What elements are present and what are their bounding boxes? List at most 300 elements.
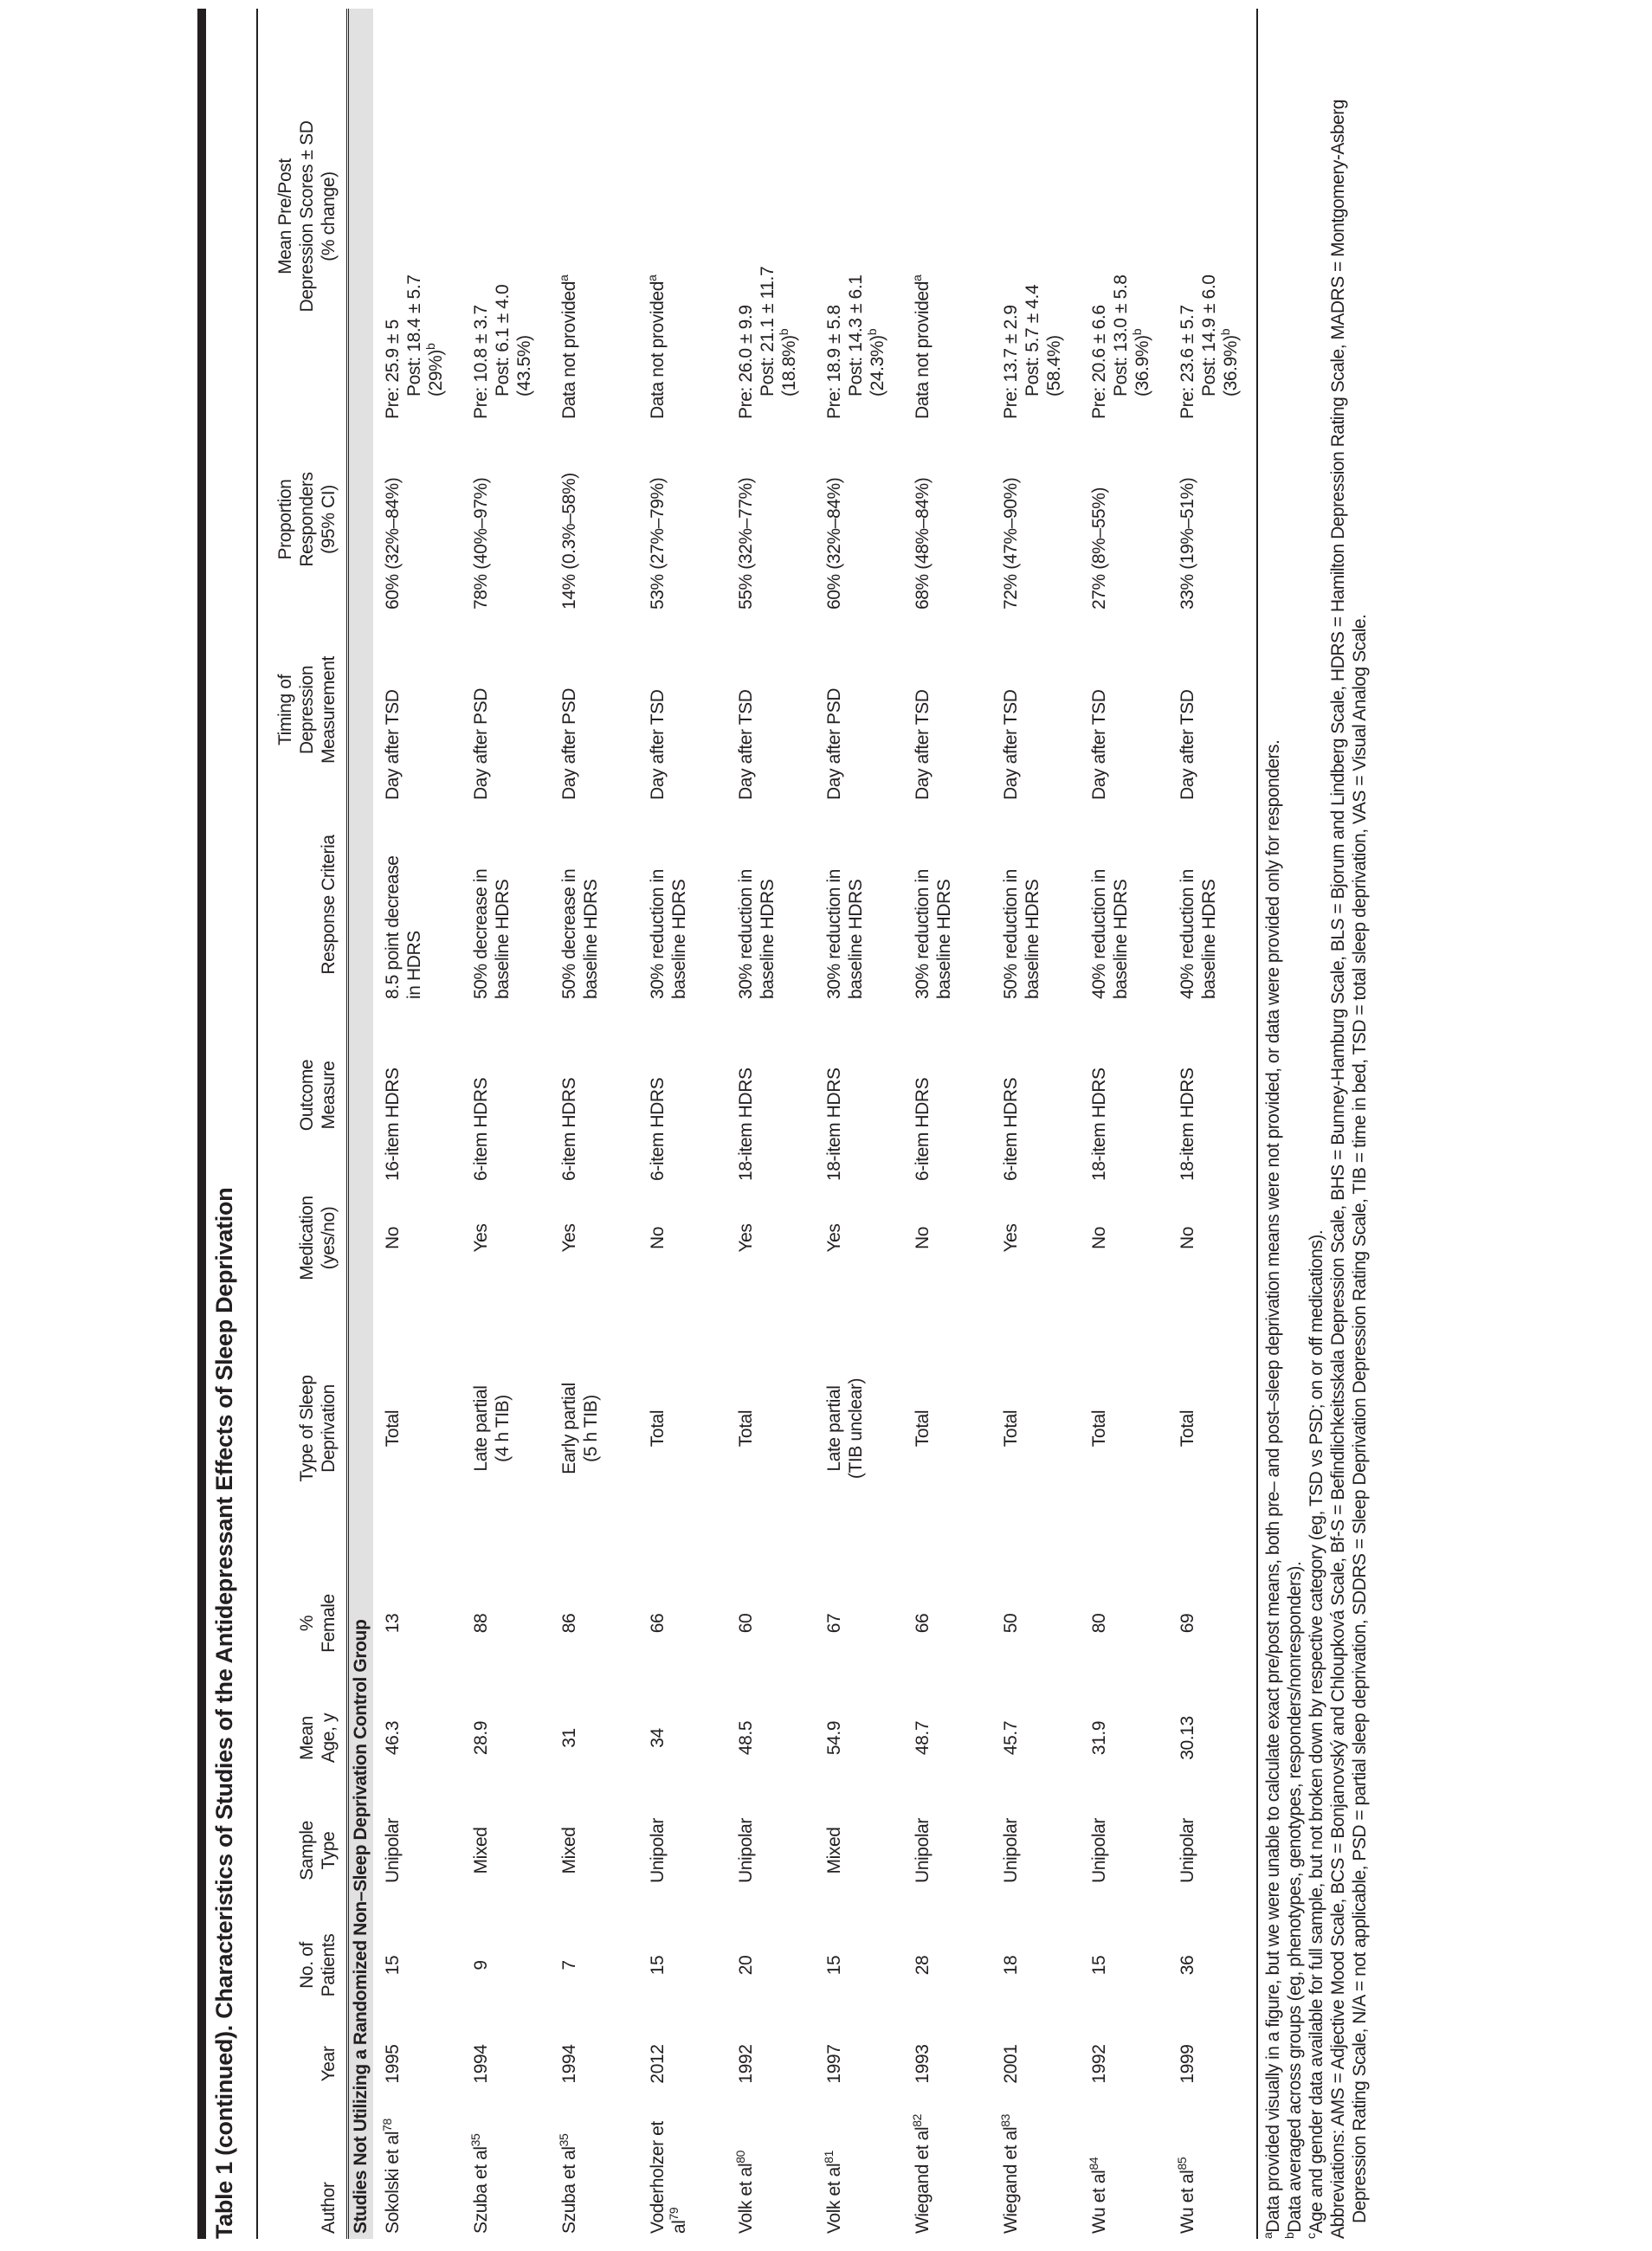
cell-proportion: 72% (47%–90%) (1001, 477, 1021, 610)
header-line: Depression (297, 665, 317, 755)
cell-age: 34 (648, 1728, 668, 1748)
author-name: Szuba et al (471, 2146, 491, 2234)
criteria-line: 40% reduction in (1178, 868, 1197, 999)
header-line: Sample (297, 1821, 317, 1880)
cell-proportion: 27% (8%–55%) (1089, 487, 1109, 610)
cell-timing: Day after TSD (1089, 689, 1109, 800)
author-name: Szuba et al (559, 2146, 579, 2234)
cell-sample: Unipolar (648, 1818, 668, 1884)
author-name: Volk et al (736, 2163, 756, 2234)
cell-timing: Day after TSD (1001, 689, 1021, 800)
author-name: Volk et al (824, 2163, 844, 2234)
cell-female: 66 (913, 1613, 932, 1634)
type-line: Early partial (559, 1383, 579, 1474)
cell-criteria (991, 805, 1080, 1004)
score-text: Data not provided (913, 281, 932, 419)
header-response-criteria (257, 805, 348, 1004)
cell-scores (1080, 9, 1168, 424)
cell-outcome: 6-item HDRS (471, 1077, 491, 1181)
cell-outcome: 6-item HDRS (559, 1077, 579, 1181)
type-line: (5 h TIB) (581, 1395, 601, 1462)
type-line: Late partial (471, 1385, 491, 1472)
cell-criteria (373, 805, 461, 1004)
header-mean-scores (257, 9, 348, 424)
cell-scores (373, 9, 461, 424)
criteria-line: baseline HDRS (1199, 879, 1219, 999)
score-text: Post: 21.1 ± 11.7 (758, 266, 778, 397)
score-text: (29%) (426, 349, 446, 397)
cell-type (726, 1290, 815, 1567)
reference-number: 35 (557, 2133, 571, 2147)
author-name: Wu et al (1089, 2170, 1109, 2234)
cell-n: 20 (736, 1955, 756, 1976)
score-line (1043, 14, 1065, 419)
score-line (425, 14, 447, 419)
score-text: (36.9%) (1221, 335, 1241, 397)
cell-author (1080, 2102, 1168, 2239)
cell-criteria (461, 805, 550, 1004)
score-text: Post: 14.9 ± 6.0 (1199, 274, 1219, 397)
footnote-mark: b (1282, 2232, 1296, 2239)
reference-number: 80 (733, 2150, 747, 2164)
header-line: Measure (319, 1061, 339, 1130)
cell-criteria (638, 805, 726, 1004)
criteria-line: 50% reduction in (1001, 868, 1021, 999)
cell-proportion: 68% (48%–84%) (913, 477, 932, 610)
header-line: Type (319, 1831, 339, 1870)
cell-type (903, 1290, 991, 1567)
studies-table (256, 9, 1258, 2239)
cell-sample: Mixed (471, 1827, 491, 1874)
footnote-c (1306, 9, 1327, 2239)
cell-medication: Yes (736, 1223, 756, 1253)
cell-female: 86 (559, 1613, 579, 1634)
cell-scores (903, 9, 991, 424)
score-line (492, 14, 513, 419)
cell-criteria (550, 805, 638, 1004)
reference-number: 83 (998, 2114, 1012, 2127)
score-line (1088, 14, 1110, 419)
score-line (647, 14, 668, 419)
score-text: Pre: 13.7 ± 2.9 (1001, 305, 1021, 419)
cell-age: 46.3 (383, 1720, 403, 1756)
reference-number: 84 (1087, 2157, 1100, 2170)
criteria-line: baseline HDRS (934, 879, 954, 999)
footnote-mark: b (777, 328, 791, 336)
cell-age: 48.5 (736, 1720, 756, 1756)
cell-author (461, 2102, 550, 2239)
cell-type (991, 1290, 1080, 1567)
score-text: Post: 14.3 ± 6.1 (846, 274, 866, 397)
score-line (1132, 14, 1153, 419)
table-row (373, 9, 461, 2239)
cell-timing: Day after PSD (559, 687, 579, 800)
header-line: Responders (297, 472, 317, 567)
score-line (470, 14, 492, 419)
cell-age: 48.7 (913, 1720, 932, 1756)
cell-proportion: 53% (27%–79%) (648, 477, 668, 610)
criteria-line: 50% decrease in (471, 868, 491, 999)
group-label: Studies Not Utilizing a Randomized Non–Sleep Deprivation Control Group (348, 9, 374, 2239)
score-text: (58.4%) (1044, 335, 1064, 397)
score-line (912, 14, 933, 419)
cell-proportion: 55% (32%–77%) (736, 477, 756, 610)
footnote-text: Data provided visually in a figure, but we were unable to calculate exact pre/post means, both pre– and post–sleep deprivation means were not provided, or data were provided only for responders. (1263, 739, 1283, 2233)
cell-medication: No (1178, 1226, 1197, 1250)
score-text: Post: 13.0 ± 5.8 (1111, 274, 1131, 397)
cell-author (903, 2102, 991, 2239)
header-line: Year (319, 2046, 339, 2082)
type-line: Total (383, 1409, 403, 1448)
cell-year: 1995 (383, 2044, 403, 2084)
cell-n: 15 (1089, 1955, 1109, 1976)
cell-outcome: 16-item HDRS (383, 1067, 403, 1181)
score-line (403, 14, 425, 419)
cell-year: 1999 (1178, 2044, 1197, 2084)
cell-sample: Unipolar (383, 1818, 403, 1884)
criteria-line: 30% reduction in (824, 868, 844, 999)
table-row (903, 9, 991, 2239)
header-outcome-measure (257, 1004, 348, 1186)
header-line: (% change) (319, 171, 339, 261)
criteria-line: baseline HDRS (669, 879, 689, 999)
score-line (558, 14, 580, 419)
cell-outcome: 18-item HDRS (824, 1067, 844, 1181)
type-line: (TIB unclear) (846, 1377, 866, 1480)
cell-sample: Mixed (824, 1827, 844, 1874)
cell-timing: Day after TSD (1178, 689, 1197, 800)
type-line: Total (648, 1409, 668, 1448)
cell-outcome: 6-item HDRS (1001, 1077, 1021, 1181)
header-author (257, 2102, 348, 2239)
table-row (638, 9, 726, 2239)
header-sample-type (257, 1796, 348, 1905)
cell-outcome: 18-item HDRS (1089, 1067, 1109, 1181)
criteria-line: baseline HDRS (581, 879, 601, 999)
cell-n: 18 (1001, 1955, 1021, 1976)
header-line: Patients (319, 1933, 339, 1997)
header-sleep-deprivation-type (257, 1290, 348, 1567)
cell-proportion: 33% (19%–51%) (1178, 477, 1197, 610)
cell-female: 66 (648, 1613, 668, 1634)
cell-proportion: 60% (32%–84%) (383, 477, 403, 610)
criteria-line: baseline HDRS (1111, 879, 1131, 999)
cell-scores (461, 9, 550, 424)
cell-type (373, 1290, 461, 1567)
criteria-line: baseline HDRS (493, 879, 513, 999)
cell-type (1168, 1290, 1257, 1567)
score-line (1110, 14, 1132, 419)
cell-sample: Unipolar (1089, 1818, 1109, 1884)
author-name: Wu et al (1178, 2170, 1197, 2234)
cell-sample: Unipolar (913, 1818, 932, 1884)
cell-year: 1992 (1089, 2044, 1109, 2084)
cell-n: 36 (1178, 1955, 1197, 1976)
cell-year: 2001 (1001, 2044, 1021, 2084)
group-row (348, 9, 374, 2239)
cell-proportion: 60% (32%–84%) (824, 477, 844, 610)
cell-n: 9 (471, 1960, 491, 1970)
score-line (778, 14, 800, 419)
cell-n: 28 (913, 1955, 932, 1976)
score-text: Post: 5.7 ± 4.4 (1023, 284, 1042, 397)
table-title: Table 1 (continued). Characteristics of Studies of the Antidepressant Effects of Sleep Deprivation (211, 1187, 237, 2239)
criteria-line: 8.5 point decrease (383, 855, 403, 999)
score-text: Pre: 23.6 ± 5.7 (1178, 305, 1197, 419)
cell-age: 45.7 (1001, 1720, 1021, 1756)
header-line: Age, y (319, 1712, 339, 1764)
cell-timing: Day after TSD (648, 689, 668, 800)
criteria-line: baseline HDRS (1023, 879, 1042, 999)
cell-type (550, 1290, 638, 1567)
cell-scores (991, 9, 1080, 424)
table-row (726, 9, 815, 2239)
footnote-text: Data averaged across groups (eg, phenotypes, genotypes, responders/nonresponders). (1285, 1561, 1305, 2233)
footnote-mark: c (1304, 2233, 1318, 2239)
header-line: Deprivation (319, 1384, 339, 1473)
reference-number: 85 (1175, 2157, 1189, 2170)
abbreviations: Abbreviations: AMS = Adjective Mood Scale, BCS = Bonjanovský and Chloupková Scale, Bf-S = Befindlichkeitsskala Depression Scale, BHS = Bunney-Hamburg Scale, BLS = Bjorum and Lindberg Scale, HDRS = Hamilton Depression Rating Scale, MADRS = Montgomery-Asberg Depression Rating Scale, N/A = not applicable, PSD = partial sleep deprivation, SDDRS = Sleep Deprivation Depression Rating Scale, TIB = time in bed, TSD = total sleep deprivation, VAS = Visual Analog Scale. (1328, 100, 1370, 2239)
score-line (867, 14, 888, 419)
header-line: Timing of (275, 674, 295, 745)
cell-timing: Day after TSD (383, 689, 403, 800)
header-medication (257, 1186, 348, 1290)
cell-year: 1994 (471, 2044, 491, 2084)
footnote-mark: a (1261, 2232, 1274, 2239)
cell-year: 1992 (736, 2044, 756, 2084)
cell-sample: Unipolar (1178, 1818, 1197, 1884)
reference-number: 78 (380, 2119, 394, 2132)
footnote-mark: b (865, 328, 879, 336)
score-text: Pre: 18.9 ± 5.8 (824, 305, 844, 419)
reference-number: 82 (910, 2114, 924, 2127)
cell-medication: Yes (559, 1223, 579, 1253)
table-row (1080, 9, 1168, 2239)
cell-scores (550, 9, 638, 424)
cell-female: 88 (471, 1613, 491, 1634)
author-name: Wiegand et al (913, 2126, 932, 2234)
cell-n: 15 (383, 1955, 403, 1976)
cell-author (815, 2102, 903, 2239)
criteria-line: baseline HDRS (846, 879, 866, 999)
cell-scores (726, 9, 815, 424)
cell-criteria (726, 805, 815, 1004)
cell-type (1080, 1290, 1168, 1567)
cell-criteria (1168, 805, 1257, 1004)
top-rule (197, 9, 206, 2239)
cell-n: 15 (648, 1955, 668, 1976)
cell-age: 30.13 (1178, 1716, 1197, 1760)
cell-type (815, 1290, 903, 1567)
cell-author (991, 2102, 1080, 2239)
footnote-mark: b (1130, 328, 1144, 336)
criteria-line: 40% reduction in (1089, 868, 1109, 999)
score-line (735, 14, 757, 419)
cell-criteria (1080, 805, 1168, 1004)
header-line: % (297, 1615, 317, 1632)
cell-type (461, 1290, 550, 1567)
type-line: Late partial (824, 1385, 844, 1472)
criteria-line: 30% reduction in (736, 868, 756, 999)
criteria-line: 50% decrease in (559, 868, 579, 999)
cell-proportion: 14% (0.3%–58%) (559, 473, 579, 610)
cell-criteria (815, 805, 903, 1004)
criteria-line: baseline HDRS (758, 879, 778, 999)
cell-author (726, 2102, 815, 2239)
score-text: Data not provided (559, 281, 579, 419)
footnote-mark: a (910, 274, 924, 282)
cell-outcome: 18-item HDRS (736, 1067, 756, 1181)
score-text: (43.5%) (514, 335, 534, 397)
header-percent-female (257, 1567, 348, 1680)
cell-female: 69 (1178, 1613, 1197, 1634)
type-line: (4 h TIB) (493, 1395, 513, 1462)
footnotes (1262, 9, 1371, 2239)
criteria-line: in HDRS (404, 931, 424, 999)
header-line: Author (319, 2182, 339, 2234)
cell-age: 31 (559, 1728, 579, 1748)
score-line (1000, 14, 1022, 419)
footnote-b (1284, 9, 1306, 2239)
footnote-text: Age and gender data available for full sample, but not broken down by respective category (eg, TSD vs PSD; on or off medications). (1307, 1229, 1326, 2234)
type-line: Total (913, 1409, 932, 1448)
cell-outcome: 18-item HDRS (1178, 1067, 1197, 1181)
header-line: (95% CI) (319, 485, 339, 554)
score-line (1220, 14, 1242, 419)
score-line (1198, 14, 1220, 419)
score-line (513, 14, 535, 419)
cell-author (638, 2102, 726, 2239)
cell-female: 67 (824, 1613, 844, 1634)
score-text: Pre: 26.0 ± 9.9 (736, 305, 756, 419)
header-line: (yes/no) (319, 1206, 339, 1270)
cell-timing: Day after TSD (736, 689, 756, 800)
score-text: Data not provided (648, 281, 668, 419)
footnote-mark: a (645, 274, 659, 282)
cell-criteria (903, 805, 991, 1004)
author-name: Sokolski et al (383, 2131, 403, 2234)
cell-medication: No (648, 1226, 668, 1250)
reference-number: 35 (468, 2133, 482, 2147)
type-line: Total (1178, 1409, 1197, 1448)
table-row (991, 9, 1080, 2239)
header-mean-age (257, 1680, 348, 1796)
cell-female: 60 (736, 1613, 756, 1634)
header-timing (257, 615, 348, 805)
author-name: Voderholzer et al (648, 2121, 689, 2234)
score-text: Pre: 20.6 ± 6.6 (1089, 305, 1109, 419)
reference-number: 81 (822, 2150, 836, 2164)
cell-timing: Day after PSD (824, 687, 844, 800)
footnote-mark: a (557, 274, 571, 282)
cell-year: 2012 (648, 2044, 668, 2084)
score-text: (18.8%) (779, 335, 799, 397)
cell-outcome: 6-item HDRS (913, 1077, 932, 1181)
criteria-line: 30% reduction in (648, 868, 668, 999)
cell-age: 54.9 (824, 1720, 844, 1756)
cell-medication: No (1089, 1226, 1109, 1250)
table-row (1168, 9, 1257, 2239)
cell-n: 15 (824, 1955, 844, 1976)
score-line (1022, 14, 1043, 419)
cell-medication: Yes (1001, 1223, 1021, 1253)
footnote-a (1262, 9, 1284, 2239)
cell-year: 1997 (824, 2044, 844, 2084)
footnote-mark: b (1218, 328, 1232, 336)
cell-age: 28.9 (471, 1720, 491, 1756)
header-line: Mean (297, 1716, 317, 1760)
cell-medication: Yes (471, 1223, 491, 1253)
cell-age: 31.9 (1089, 1720, 1109, 1756)
table-row (815, 9, 903, 2239)
score-text: Post: 18.4 ± 5.7 (404, 274, 424, 397)
cell-medication: Yes (824, 1223, 844, 1253)
header-line: Response Criteria (319, 835, 339, 975)
header-line: Depression Scores ± SD (297, 120, 317, 313)
cell-scores (1168, 9, 1257, 424)
cell-timing: Day after PSD (471, 687, 491, 800)
cell-female: 80 (1089, 1613, 1109, 1634)
header-line: Outcome (297, 1059, 317, 1132)
score-text: Pre: 25.9 ± 5 (383, 319, 403, 419)
cell-author (373, 2102, 461, 2239)
cell-sample: Unipolar (736, 1818, 756, 1884)
cell-author (550, 2102, 638, 2239)
cell-n: 7 (559, 1960, 579, 1970)
cell-medication: No (913, 1226, 932, 1250)
score-text: (36.9%) (1133, 335, 1152, 397)
score-line (823, 14, 845, 419)
score-text: Post: 6.1 ± 4.0 (493, 284, 513, 397)
cell-type (638, 1290, 726, 1567)
header-proportion-responders (257, 424, 348, 615)
cell-outcome: 6-item HDRS (648, 1077, 668, 1181)
header-line: Medication (297, 1196, 317, 1280)
cell-sample: Mixed (559, 1827, 579, 1874)
type-line: Total (736, 1409, 756, 1448)
score-text: Pre: 10.8 ± 3.7 (471, 305, 491, 419)
header-row (257, 9, 348, 2239)
author-name: Wiegand et al (1001, 2126, 1021, 2234)
cell-sample: Unipolar (1001, 1818, 1021, 1884)
criteria-line: 30% reduction in (913, 868, 932, 999)
header-line: No. of (297, 1942, 317, 1989)
score-line (757, 14, 778, 419)
cell-author (1168, 2102, 1257, 2239)
header-line: Mean Pre/Post (275, 158, 295, 274)
cell-scores (638, 9, 726, 424)
cell-year: 1993 (913, 2044, 932, 2084)
score-text: (24.3%) (868, 335, 887, 397)
cell-proportion: 78% (40%–97%) (471, 477, 491, 610)
header-line: Proportion (275, 479, 295, 560)
table-row (550, 9, 638, 2239)
cell-female: 50 (1001, 1613, 1021, 1634)
cell-scores (815, 9, 903, 424)
reference-number: 79 (667, 2207, 681, 2221)
cell-timing: Day after TSD (913, 689, 932, 800)
header-line: Type of Sleep (297, 1375, 317, 1482)
cell-year: 1994 (559, 2044, 579, 2084)
type-line: Total (1001, 1409, 1021, 1448)
cell-female: 13 (383, 1613, 403, 1634)
footnote-mark: b (423, 343, 437, 350)
score-line (1177, 14, 1198, 419)
score-line (382, 14, 403, 419)
cell-medication: No (383, 1226, 403, 1250)
header-patients (257, 1905, 348, 2026)
type-line: Total (1089, 1409, 1109, 1448)
